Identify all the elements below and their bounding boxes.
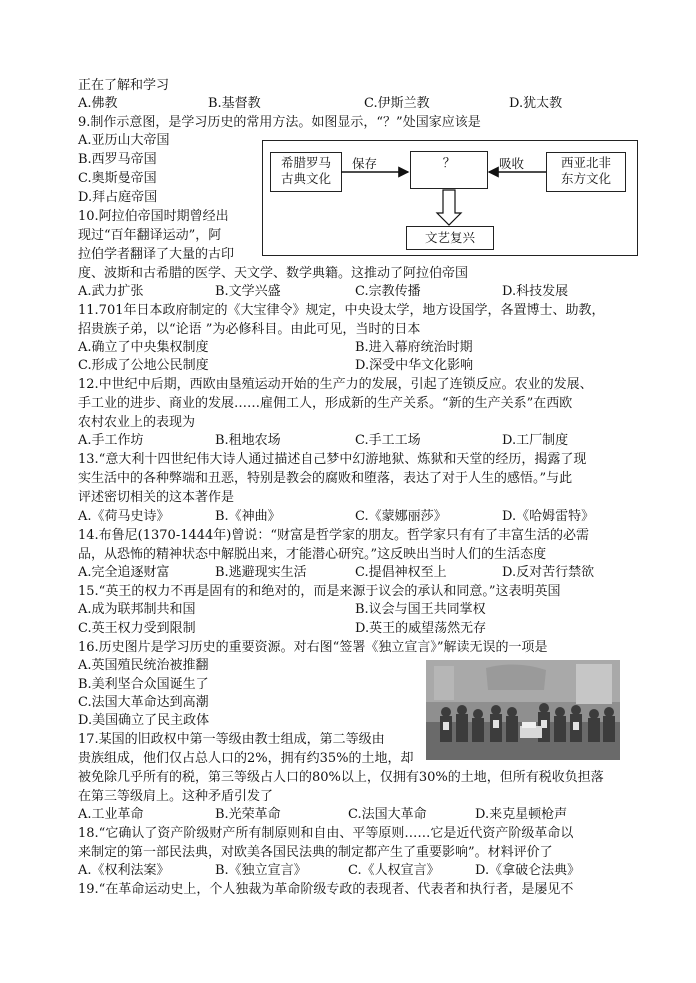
q18-option-d[interactable]: D.《拿破仑法典》 xyxy=(475,863,581,878)
q8-option-d[interactable]: D.犹太教 xyxy=(509,96,563,111)
q17-stem-3: 被免除几乎所有的税，第三等级占人口的80%以上，仅拥有30%的土地，但所有税收负担落 xyxy=(78,770,604,785)
q8-stem-end: 正在了解和学习 xyxy=(78,78,170,93)
q13-option-d[interactable]: D.《哈姆雷特》 xyxy=(502,509,595,524)
q13-stem-2: 实生活中的各种弊端和丑恶，特别是教会的腐败和堕落，表达了对于人生的感悟。”与此 xyxy=(78,471,573,486)
arrow-down-hollow xyxy=(437,190,461,225)
q17-option-b[interactable]: B.光荣革命 xyxy=(215,807,281,822)
q11-stem-2: 招贵族子弟，以“论语 ”为必修科目。由此可见，当时的日本 xyxy=(78,322,421,337)
q14-option-b[interactable]: B.逃避现实生活 xyxy=(215,565,307,580)
diagram-right-line2: 东方文化 xyxy=(560,171,611,186)
q10-option-a[interactable]: A.武力扩张 xyxy=(78,284,144,299)
q18-option-c[interactable]: C.《人权宣言》 xyxy=(348,863,440,878)
q12-option-c[interactable]: C.手工工场 xyxy=(355,433,421,448)
q12-option-d[interactable]: D.工厂制度 xyxy=(502,433,569,448)
q12-stem-3: 农村农业上的表现为 xyxy=(78,415,196,430)
diagram-left-line2: 古典文化 xyxy=(280,171,331,186)
q16-option-c[interactable]: C.法国大革命达到高潮 xyxy=(78,695,209,710)
q13-stem-1: 13.“意大利十四世纪伟大诗人通过描述自己梦中幻游地狱、炼狱和天堂的经历，揭露了现 xyxy=(78,452,587,467)
arrow-label-preserve: 保存 xyxy=(352,156,378,171)
diagram-bottom-text: 文艺复兴 xyxy=(424,230,475,245)
q15-option-c[interactable]: C.英王权力受到限制 xyxy=(78,621,196,636)
q15-option-a[interactable]: A.成为联邦制共和国 xyxy=(78,602,196,617)
diagram-center-text: ？ xyxy=(442,155,456,170)
q11-option-b[interactable]: B.进入幕府统治时期 xyxy=(355,340,473,355)
q16-option-b[interactable]: B.美利坚合众国诞生了 xyxy=(78,677,209,692)
q17-option-d[interactable]: D.来克星顿枪声 xyxy=(475,807,568,822)
q13-option-c[interactable]: C.《蒙娜丽莎》 xyxy=(355,509,447,524)
q12-option-a[interactable]: A.手工作坊 xyxy=(78,433,144,448)
q8-option-b[interactable]: B.基督教 xyxy=(208,96,261,111)
q18-stem-2: 来制定的第一部民法典，对欧美各国民法典的制定都产生了重要影响”。材料评价了 xyxy=(78,845,553,860)
q13-option-b[interactable]: B.《神曲》 xyxy=(215,509,281,524)
q10-option-d[interactable]: D.科技发展 xyxy=(502,284,569,299)
diagram-right-line1: 西亚北非 xyxy=(560,155,611,170)
q17-stem-1: 17.某国的旧政权中第一等级由教士组成，第二等级由 xyxy=(78,732,385,747)
q11-option-c[interactable]: C.形成了公地公民制度 xyxy=(78,358,209,373)
q11-stem-1: 11.701年日本政府制定的《大宝律令》规定，中央设太学，地方设国学，各置博士、助教， xyxy=(78,303,605,318)
q12-stem-2: 手工业的进步、商业的发展……雇佣工人，形成新的生产关系。“新的生产关系”在西欧 xyxy=(78,396,573,411)
q11-option-a[interactable]: A.确立了中央集权制度 xyxy=(78,340,209,355)
q15-option-d[interactable]: D.英王的威望荡然无存 xyxy=(355,621,487,636)
q9-stem: 9.制作示意图，是学习历史的常用方法。如图显示，“？”处国家应该是 xyxy=(78,115,481,130)
q9-option-d[interactable]: D.拜占庭帝国 xyxy=(78,190,158,205)
q9-option-a[interactable]: A.亚历山大帝国 xyxy=(78,133,170,148)
q17-stem-4: 在第三等级肩上。这种矛盾引发了 xyxy=(78,789,274,804)
q10-option-c[interactable]: C.宗教传播 xyxy=(355,284,421,299)
q9-option-b[interactable]: B.西罗马帝国 xyxy=(78,152,157,167)
q9-option-c[interactable]: C.奥斯曼帝国 xyxy=(78,171,157,186)
declaration-signing-painting xyxy=(426,660,620,760)
q10-option-b[interactable]: B.文学兴盛 xyxy=(215,284,281,299)
q18-stem-1: 18.“它确认了资产阶级财产所有制原则和自由、平等原则……它是近代资产阶级革命以 xyxy=(78,826,574,841)
q18-option-a[interactable]: A.《权利法案》 xyxy=(78,863,170,878)
q16-option-d[interactable]: D.美国确立了民主政体 xyxy=(78,713,210,728)
q12-stem-1: 12.中世纪中后期，西欧由垦殖运动开始的生产力的发展，引起了连锁反应。农业的发展、 xyxy=(78,377,593,392)
q17-stem-2: 贵族组成，他们仅占总人口的2%，拥有约35%的土地，却 xyxy=(78,751,414,766)
q15-option-b[interactable]: B.议会与国王共同掌权 xyxy=(355,602,486,617)
q19-stem-1: 19.“在革命运动史上，个人独裁为革命阶级专政的表现者、代表者和执行者，是屡见不 xyxy=(78,882,574,897)
q10-stem-4: 度、波斯和古希腊的医学、天文学、数学典籍。这推动了阿拉伯帝国 xyxy=(78,266,469,281)
q16-stem: 16.历史图片是学习历史的重要资源。对右图“签署《独立宣言》”解读无误的一项是 xyxy=(78,640,548,655)
q10-stem-2: 现过“百年翻译运动”，阿 xyxy=(78,228,222,243)
q16-option-a[interactable]: A.英国殖民统治被推翻 xyxy=(78,658,209,673)
q8-option-a[interactable]: A.佛教 xyxy=(78,96,118,111)
arrow-label-absorb: 吸收 xyxy=(499,156,525,171)
q18-option-b[interactable]: B.《独立宣言》 xyxy=(215,863,307,878)
q14-stem-2: 品，从恐怖的精神状态中解脱出来，才能潜心研究。”这反映出当时人们的生活态度 xyxy=(78,547,547,562)
q12-option-b[interactable]: B.租地农场 xyxy=(215,433,281,448)
q17-option-a[interactable]: A.工业革命 xyxy=(78,807,144,822)
q13-stem-3: 评述密切相关的这本著作是 xyxy=(78,490,235,505)
q17-option-c[interactable]: C.法国大革命 xyxy=(348,807,427,822)
q14-stem-1: 14.布鲁尼(1370-1444年)曾说：“财富是哲学家的朋友。哲学家只有有了丰富生活的必需 xyxy=(78,528,590,543)
q8-option-c[interactable]: C.伊斯兰教 xyxy=(364,96,430,111)
q14-option-d[interactable]: D.反对苦行禁欲 xyxy=(502,565,595,580)
q15-stem: 15.“英王的权力不再是固有的和绝对的，而是来源于议会的承认和同意。”这表明英国 xyxy=(78,584,561,599)
q14-option-c[interactable]: C.提倡神权至上 xyxy=(355,565,447,580)
q10-stem-3: 拉伯学者翻译了大量的古印 xyxy=(78,247,235,262)
diagram-left-line1: 希腊罗马 xyxy=(280,155,331,170)
q10-stem-1: 10.阿拉伯帝国时期曾经出 xyxy=(78,209,229,224)
q13-option-a[interactable]: A.《荷马史诗》 xyxy=(78,509,170,524)
q11-option-d[interactable]: D.深受中华文化影响 xyxy=(355,358,474,373)
q14-option-a[interactable]: A.完全追逐财富 xyxy=(78,565,170,580)
